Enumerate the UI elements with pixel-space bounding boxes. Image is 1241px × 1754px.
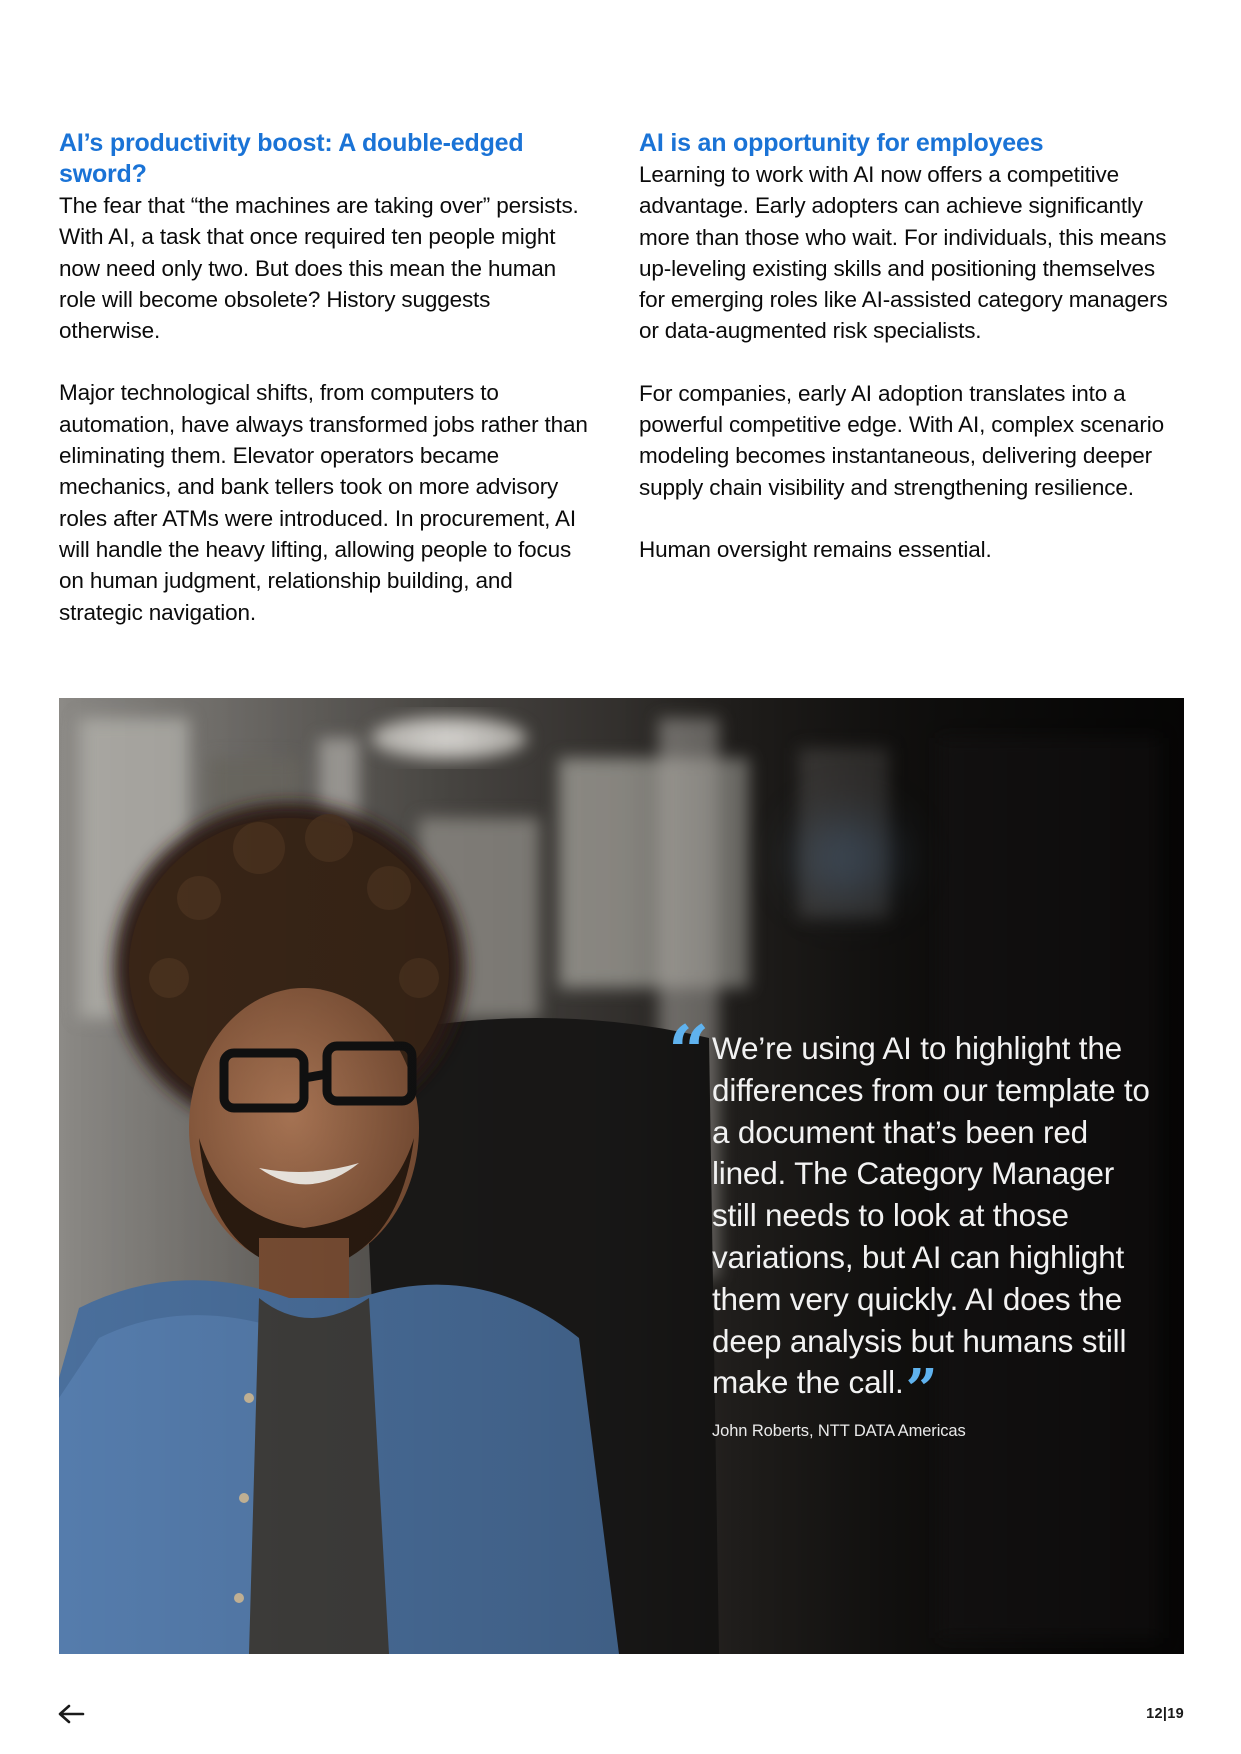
quote-body: We’re using AI to highlight the differences from our template to a document that’s been red lined. The Category Manager still needs to look at those variations, but AI can highlight them very quickly. AI does the deep analysis but humans still make the call. [712,1030,1150,1401]
quote-attribution: John Roberts, NTT DATA Americas [712,1422,966,1441]
section-heading-opportunity: AI is an opportunity for employees [639,129,1044,157]
pull-quote [668,1009,1152,1441]
body-paragraph: Human oversight remains essential. [639,536,992,562]
body-paragraph: For companies, early AI adoption translates into a powerful competitive edge. With AI, complex scenario modeling becomes instantaneous, delivering deeper supply chain visibility and strengthening resilience. [639,380,1164,500]
body-paragraph: The fear that “the machines are taking over” persists. With AI, a task that once required ten people might now need only two. But does this mean the human role will become obsolete? History suggests otherwise. [59,193,579,344]
arrow-left-icon[interactable] [56,1702,86,1726]
body-paragraph: Learning to work with AI now offers a competitive advantage. Early adopters can achieve significantly more than those who wait. For individuals, this means up-leveling existing skills and positioning themselves for emerging roles like AI-assisted category managers or data-augmented risk specialists. [639,162,1168,344]
body-paragraph: Major technological shifts, from computers to automation, have always transformed jobs rather than eliminating them. Elevator operators became mechanics, and bank tellers took on more advisory roles after ATMs were introduced. In procurement, AI will handle the heavy lifting, allowing people to focus on human judgment, relationship building, and strategic navigation. [59,380,588,625]
photo-quote-panel [59,698,1184,1654]
right-article-column [639,128,1175,565]
left-article-column [59,128,595,628]
page-number: 12|19 [1146,1706,1184,1722]
quote-text [712,1028,1152,1424]
close-quote-icon: ” [905,1357,938,1424]
section-heading-productivity: AI’s productivity boost: A double-edged sword? [59,129,524,188]
open-quote-icon: “ [668,1009,710,1094]
